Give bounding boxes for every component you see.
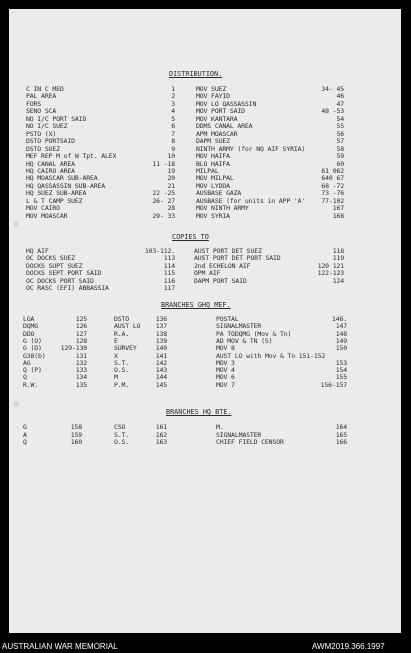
distribution-name: HQ CANAL AREA xyxy=(26,159,75,168)
distribution-number: 58 xyxy=(336,144,344,153)
distribution-number: 61 062 xyxy=(321,166,344,175)
branch-number: 126 xyxy=(75,322,87,331)
distribution-number: 20 xyxy=(167,174,175,183)
branch-number: 134 xyxy=(75,373,87,382)
copies-name: DAPM PORT SAID xyxy=(194,276,247,285)
branch-number: 140 xyxy=(155,344,167,353)
branch-name: M. xyxy=(216,423,224,431)
branch-name: AUST LO xyxy=(114,322,141,331)
distribution-name: C IN C MED xyxy=(26,85,64,93)
distribution-name: MEF REP M of W Tpt. ALEX xyxy=(26,152,117,161)
distribution-name: BLO HAIFA xyxy=(196,159,230,168)
copies-number: 119 xyxy=(332,254,344,263)
distribution-name: FORS xyxy=(26,99,42,108)
distribution-number: 3 xyxy=(171,99,175,108)
distribution-number: 57 xyxy=(336,137,344,146)
copies-number: 114 xyxy=(163,261,175,270)
branch-name: MOV 4 xyxy=(216,366,235,375)
copies-number: 117 xyxy=(163,284,175,292)
branch-name: X xyxy=(114,351,118,360)
branch-number: 154 xyxy=(335,366,347,375)
copies-name: DOCKS SUPT SUEZ xyxy=(26,261,83,270)
distribution-name: MOV HAIFA xyxy=(196,152,230,161)
branch-name: AUST LO with Mov & Tn 151-152 xyxy=(216,351,326,360)
distribution-number: 10 xyxy=(167,152,175,161)
branch-number: 162 xyxy=(155,430,167,439)
distribution-number: 11 -18 xyxy=(152,159,175,168)
distribution-name: DSTO SUEZ xyxy=(26,144,60,153)
distribution-name: APM MOASCAR xyxy=(196,129,238,138)
branch-name: G (O) xyxy=(23,336,42,345)
branch-number: 158 xyxy=(70,423,82,431)
copies-number: 103-112. xyxy=(144,247,175,255)
distribution-name: SENO SCA xyxy=(26,107,57,116)
branch-name: SURVEY xyxy=(114,344,137,353)
branch-name: S.T. xyxy=(114,430,130,439)
distribution-number: 54 xyxy=(336,114,344,123)
branch-number: 143 xyxy=(155,366,167,375)
distribution-name: MILPAL xyxy=(196,166,219,175)
copies-name: OC DOCKS SUEZ xyxy=(26,254,75,263)
distribution-name: HQ CAIRO AREA xyxy=(26,166,75,175)
branch-name: M xyxy=(114,373,118,382)
distribution-heading: DISTRIBUTION. xyxy=(169,70,223,78)
distribution-name: HQ QASSASSIN SUB-AREA xyxy=(26,181,106,190)
distribution-number: 28 xyxy=(167,204,175,213)
branch-name: Q xyxy=(23,373,27,382)
branch-number: 138 xyxy=(155,329,167,338)
distribution-number: 21 xyxy=(167,181,175,190)
distribution-number: 46 xyxy=(336,92,344,101)
branch-number: 163 xyxy=(155,438,167,447)
branch-name: MOV 8 xyxy=(216,344,235,353)
copies-number: 118 xyxy=(332,247,344,255)
branch-number: 149 xyxy=(335,336,347,345)
branch-number: 159 xyxy=(70,430,82,439)
branch-number: 146. xyxy=(331,315,347,323)
branch-number: 165 xyxy=(335,430,347,439)
copies-name: OC DOCKS PORT SAID xyxy=(26,276,94,285)
distribution-number: 640 67 xyxy=(321,174,344,183)
copies-number: 116 xyxy=(163,276,175,285)
branch-name: MOV 6 xyxy=(216,373,235,382)
distribution-name: MOV FAYID xyxy=(196,92,230,101)
distribution-number: 167 xyxy=(332,204,344,213)
copies-number: 120 121 xyxy=(317,261,344,270)
footer-right: AWM2019.366.1997 xyxy=(312,642,385,651)
branch-number: 145 xyxy=(155,380,167,389)
distribution-number: 47 xyxy=(336,99,344,108)
branch-name: G (D) xyxy=(23,344,42,353)
branch-number: 150 xyxy=(335,344,347,353)
branch-number: 133 xyxy=(75,366,87,375)
distribution-name: MOV LO QASSASSIN xyxy=(196,99,257,108)
distribution-name: MOV LYDDA xyxy=(196,181,230,190)
distribution-name: MOV PORT SAID xyxy=(196,107,245,116)
document-page xyxy=(9,9,401,633)
branch-number: 136 xyxy=(155,315,167,323)
branch-number: 128 xyxy=(75,336,87,345)
distribution-name: HQ MOASCAR SUB-AREA xyxy=(26,174,98,183)
branch-name: DDO xyxy=(23,329,35,338)
branch-name: AG xyxy=(23,358,31,367)
distribution-number: 8 xyxy=(171,137,175,146)
distribution-number: 77-102 xyxy=(321,196,344,205)
branch-number: 129-130 xyxy=(60,344,87,353)
branch-number: 153 xyxy=(335,358,347,367)
distribution-number: 73 -76 xyxy=(321,189,344,198)
branch-name: MOV 3 xyxy=(216,358,235,367)
distribution-number: 68 -72 xyxy=(321,181,344,190)
distribution-number: 60 xyxy=(336,159,344,168)
branch-name: G xyxy=(23,423,27,431)
branches-hq-heading: BRANCHES HQ BTE. xyxy=(166,408,232,416)
copies-number: 113 xyxy=(163,254,175,263)
branch-name: A xyxy=(23,430,27,439)
distribution-number: 48 -53 xyxy=(321,107,344,116)
branch-number: 137 xyxy=(155,322,167,331)
branch-number: 139 xyxy=(155,336,167,345)
copies-name: HQ AIF xyxy=(26,247,49,255)
branch-name: PA TODQMG (Mov & Tn) xyxy=(216,329,292,338)
branch-name: R.W. xyxy=(23,380,39,389)
branch-name: Q xyxy=(23,438,27,447)
branch-number: 166 xyxy=(335,438,347,447)
branch-name: E xyxy=(114,336,118,345)
copies-name: AUST PORT DET PORT SAID xyxy=(194,254,281,263)
branch-number: 148 xyxy=(335,329,347,338)
punch-hole xyxy=(13,221,19,227)
distribution-name: DAPM SUEZ xyxy=(196,137,230,146)
distribution-number: 56 xyxy=(336,129,344,138)
branch-name: AD MOV & TN (S) xyxy=(216,336,273,345)
branch-number: 125 xyxy=(75,315,87,323)
branch-number: 160 xyxy=(70,438,82,447)
copies-name: OPM AIF xyxy=(194,269,221,278)
distribution-name: MOV MILPAL xyxy=(196,174,234,183)
copies-name: AUST PORT DET SUEZ xyxy=(194,247,262,255)
branch-name: R.A. xyxy=(114,329,130,338)
branch-name: SIGNALMASTER xyxy=(216,430,262,439)
distribution-name: AUSBASE GAZA xyxy=(196,189,242,198)
branch-number: 156-157 xyxy=(320,380,347,389)
branch-number: 147 xyxy=(335,322,347,331)
copies-number: 122-123 xyxy=(317,269,344,278)
branch-name: O.S. xyxy=(114,366,130,375)
branch-name: O.S. xyxy=(114,438,130,447)
distribution-name: DDMS CANAL AREA xyxy=(196,122,253,131)
distribution-name: MOV MOASCAR xyxy=(26,211,68,220)
branch-number: 142 xyxy=(155,358,167,367)
distribution-number: 34- 45 xyxy=(321,85,344,93)
distribution-name: MOV NINTH ARMY xyxy=(196,204,249,213)
distribution-name: PSTO (X) xyxy=(26,129,57,138)
distribution-name: HQ SUEZ SUB-AREA xyxy=(26,189,87,198)
branch-name: S.T. xyxy=(114,358,130,367)
distribution-number: 26- 27 xyxy=(152,196,175,205)
distribution-number: 6 xyxy=(171,122,175,131)
branch-name: DQMG xyxy=(23,322,39,331)
distribution-number: 9 xyxy=(171,144,175,153)
branch-name: DSTO xyxy=(114,315,130,323)
branch-number: 161 xyxy=(155,423,167,431)
copies-number: 124 xyxy=(332,276,344,285)
distribution-number: 55 xyxy=(336,122,344,131)
branch-number: 155 xyxy=(335,373,347,382)
branch-number: 131 xyxy=(75,351,87,360)
branch-name: P.M. xyxy=(114,380,130,389)
branch-name: LGA xyxy=(23,315,35,323)
footer-left: AUSTRALIAN WAR MEMORIAL xyxy=(2,642,118,651)
distribution-name: MOV CAIRO xyxy=(26,204,60,213)
branch-name: CHIEF FIELD CENSOR xyxy=(216,438,284,447)
distribution-name: L & T CAMP SUEZ xyxy=(26,196,83,205)
distribution-name: NINTH ARMY (for NQ AIF SYRIA) xyxy=(196,144,306,153)
copies-number: 115 xyxy=(163,269,175,278)
copies-name: 2nd ECHELON AIF xyxy=(194,261,251,270)
distribution-number: 7 xyxy=(171,129,175,138)
distribution-name: PAL AREA xyxy=(26,92,57,101)
copies-name: OC RASC (EFI) ABBASSIA xyxy=(26,284,109,292)
branch-name: SIGNALMASTER xyxy=(216,322,262,331)
branch-number: 135 xyxy=(75,380,87,389)
branch-number: 141 xyxy=(155,351,167,360)
distribution-number: 2 xyxy=(171,92,175,101)
copies-to-heading: COPIES TO xyxy=(172,233,209,241)
punch-hole xyxy=(13,401,19,407)
branch-name: G38(b) xyxy=(23,351,46,360)
branch-name: CSO xyxy=(114,423,126,431)
distribution-name: MOV SUEZ xyxy=(196,85,227,93)
distribution-number: 29- 33 xyxy=(152,211,175,220)
branch-number: 164 xyxy=(335,423,347,431)
distribution-name: AUSBASE (for units in APP 'A' xyxy=(196,196,306,205)
distribution-name: MOV SYRIA xyxy=(196,211,230,220)
branch-name: Q (P) xyxy=(23,366,42,375)
distribution-number: 5 xyxy=(171,114,175,123)
copies-name: DOCKS SEPT PORT SAID xyxy=(26,269,102,278)
distribution-name: NO I/C SUEZ xyxy=(26,122,68,131)
distribution-number: 59 xyxy=(336,152,344,161)
branch-number: 144 xyxy=(155,373,167,382)
branch-number: 132 xyxy=(75,358,87,367)
distribution-number: 19 xyxy=(167,166,175,175)
branch-name: MOV 7 xyxy=(216,380,235,389)
distribution-number: 22 -25 xyxy=(152,189,175,198)
distribution-name: NO I/C PORT SAID xyxy=(26,114,87,123)
branches-ghq-heading: BRANCHES GHQ MEF. xyxy=(161,301,231,309)
branch-name: POSTAL xyxy=(216,315,239,323)
distribution-number: 4 xyxy=(171,107,175,116)
distribution-name: DSTO PORTSAID xyxy=(26,137,75,146)
distribution-number: 1 xyxy=(171,85,175,93)
distribution-name: MOV KANTARA xyxy=(196,114,238,123)
distribution-number: 168 xyxy=(332,211,344,220)
branch-number: 127 xyxy=(75,329,87,338)
